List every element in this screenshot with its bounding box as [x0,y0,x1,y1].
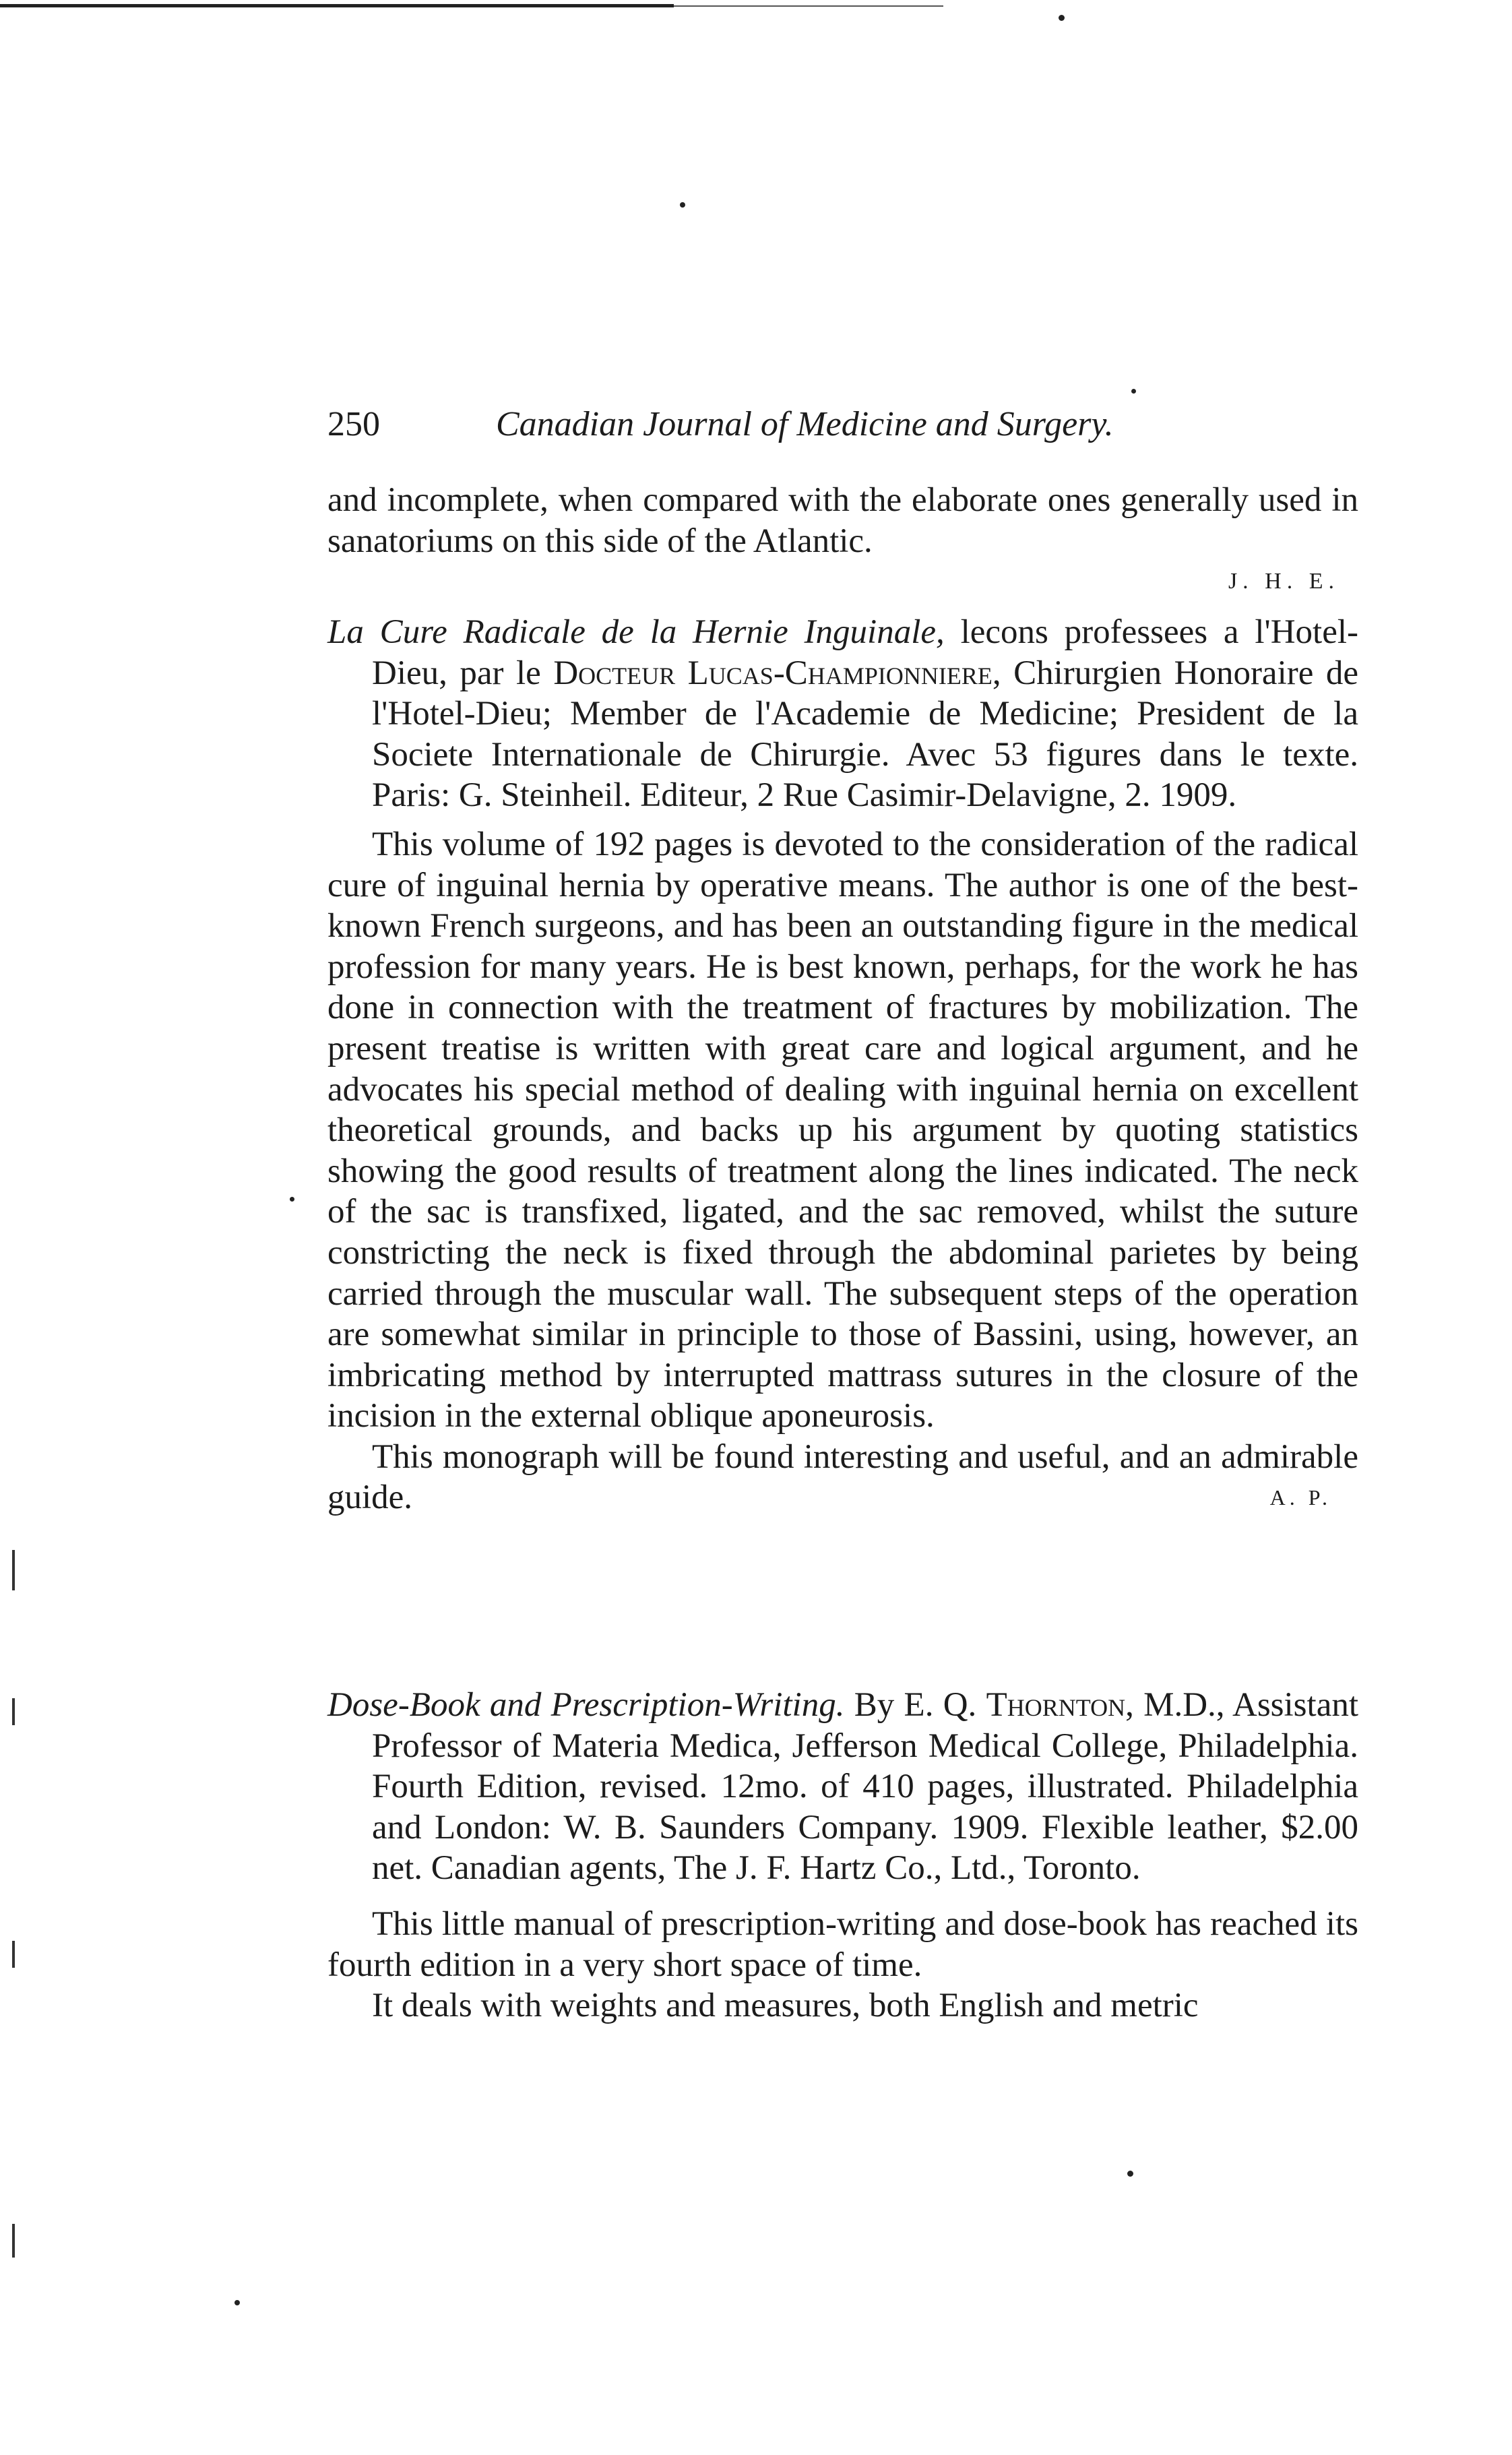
review-2-details: M.D., Assistant Professor of Materia Medica, Jefferson Medical College, Philadelphia. Fourth Edition, revised. 12mo. of 410 pages, illustrated. Philadelphia and London: W. B. Saunders Company. 1909. Flexible leather, $2.00 net. Canadian agents, The J. F. Hartz Co., Ltd., Toronto. [372,1686,1359,1888]
review-1-signature: A. P. [1269,1485,1331,1510]
scan-edge-mark [12,1941,15,1968]
review-1-closing-text: This monograph will be found interesting and useful, and an admirable guide. [327,1437,1358,1517]
intro-signature: J. H. E. [1228,569,1340,594]
running-header [327,404,1358,452]
intro-paragraph: and incomplete, when compared with the elaborate ones generally used in sanatoriums on this side of the Atlantic. [327,481,1358,560]
journal-title: Canadian Journal of Medicine and Surgery. [496,405,1114,443]
scan-edge-mark [12,1698,15,1725]
review-1-title: La Cure Radicale de la Hernie Inguinale, [327,613,945,651]
scan-speck [1059,15,1065,21]
review-2-citation [327,1685,1358,1889]
scan-top-border [0,4,674,7]
scan-top-border-fade [674,5,943,7]
review-1-author: Docteur Lucas-Championniere, [553,654,1001,692]
scan-speck [1127,2171,1133,2177]
scan-edge-mark [12,1550,15,1590]
review-1-body: This volume of 192 pages is devoted to the consideration of the radical cure of inguinal hernia by operative means. The author is one of the best-known French surgeons, and has been an outstanding figure in the medical profession for many years. He is best known, perhaps, for the work he has done in connection with the treatment of fractures by mobilization. The present treatise is written with great care and logical argument, and he advocates his special method of dealing with inguinal hernia on excellent theoretical grounds, and backs up his argument by quoting statistics showing the good results of treatment along the lines indicated. The neck of the sac is transfixed, ligated, and the sac removed, whilst the suture constricting the neck is fixed through the abdominal parietes by being carried through the muscular wall. The subsequent steps of the operation are somewhat similar in principle to those of Bassini, using, however, an imbricating method by interrupted mattrass sutures in the closure of the incision in the external oblique aponeurosis. [327,825,1358,1435]
scan-edge-mark [12,2224,15,2258]
review-1-details: Chirurgien Honoraire de l'Hotel-Dieu; Member de l'Academie de Medicine; President de la Societe Internationale de Chirurgie. Avec 53 figures dans le texte. Paris: G. Steinheil. Editeur, 2 Rue Casimir-Delavigne, 2. 1909. [372,654,1358,815]
review-2-body-2: It deals with weights and measures, both English and metric [372,1987,1199,2025]
review-1 [327,612,1358,1518]
review-2-body-1: This little manual of prescription-writing and dose-book has reached its fourth edition in a very short space of time. [327,1904,1358,1984]
review-2-author-prefix: By E. Q. [844,1686,986,1724]
intro-block [327,480,1358,602]
review-2 [327,1685,1358,2026]
scan-speck [1131,389,1136,394]
review-2-title: Dose-Book and Prescription-Writing. [327,1686,845,1724]
review-1-author-prefix: lecons professees a l'Hotel-Dieu, par le [372,613,1358,692]
scan-speck [290,1197,294,1202]
page-number: 250 [327,405,380,443]
review-2-author: Thornton, [986,1686,1134,1724]
scan-speck [234,2300,240,2305]
review-1-closing [327,1437,1358,1518]
review-1-citation [327,612,1358,816]
scan-speck [680,202,685,208]
